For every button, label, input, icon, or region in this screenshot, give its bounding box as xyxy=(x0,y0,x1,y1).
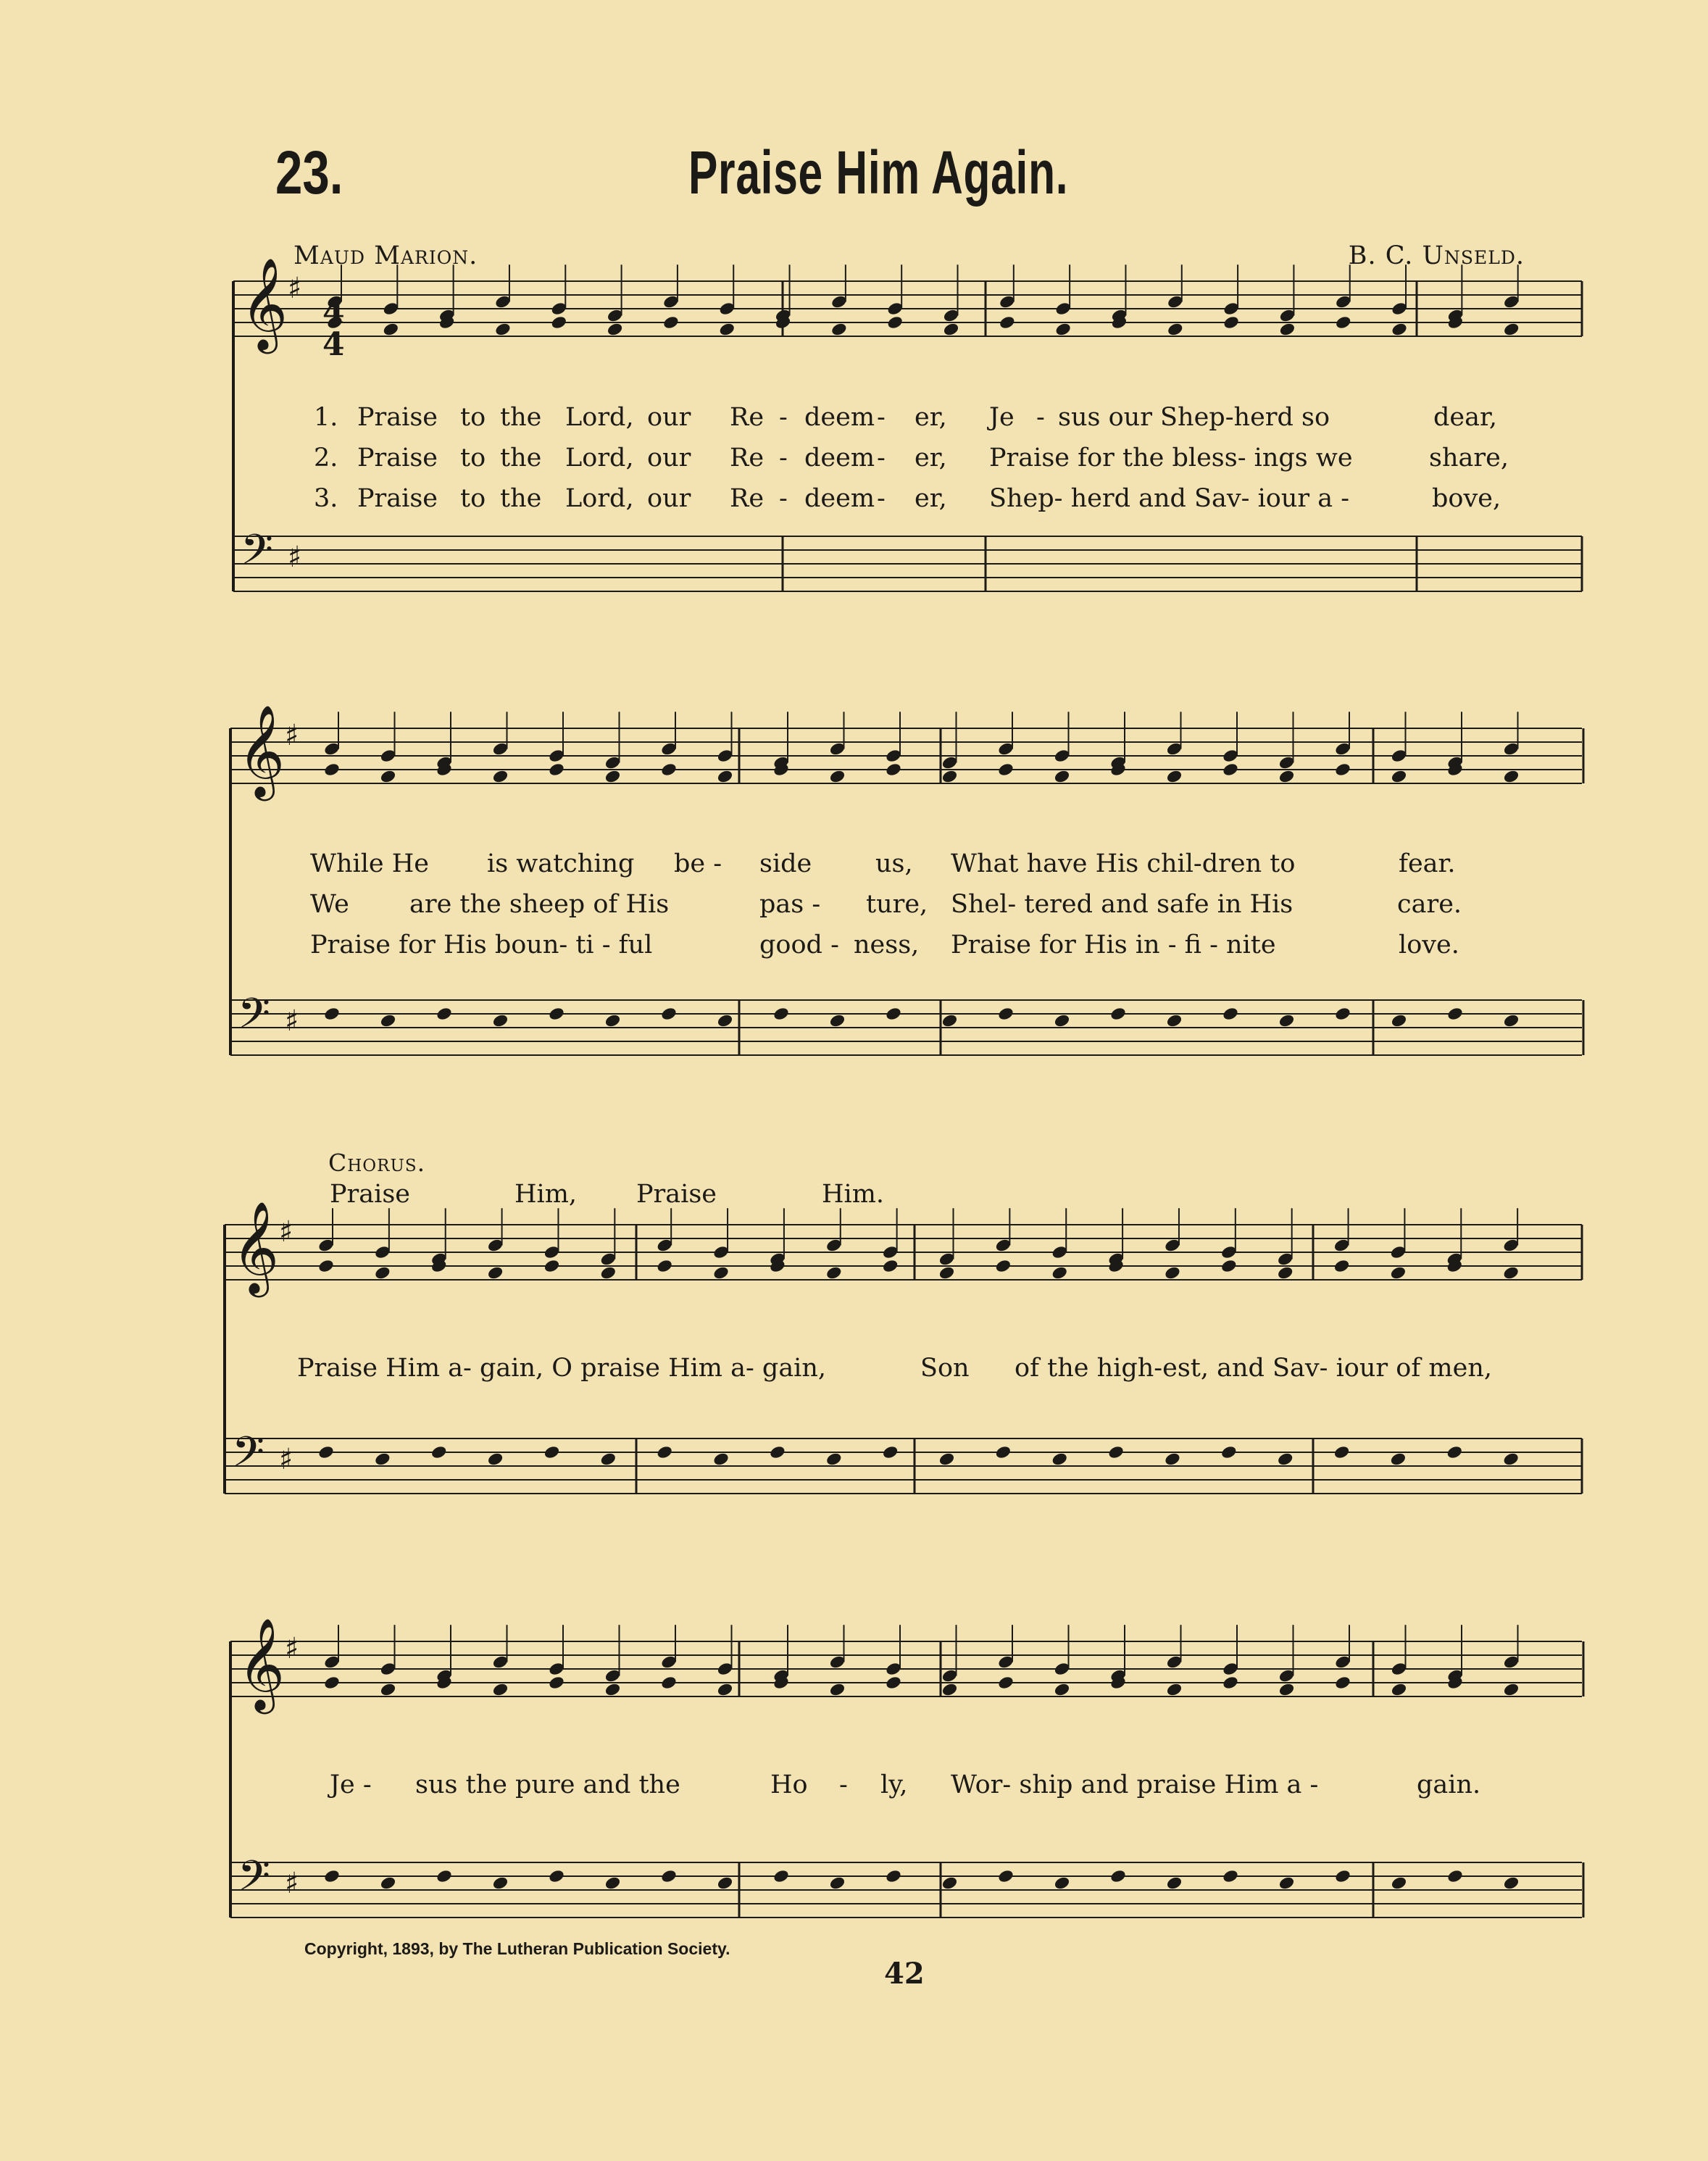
copyright-notice: Copyright, 1893, by The Lutheran Publication Society. xyxy=(304,1939,730,1958)
note-head xyxy=(548,1006,565,1021)
note-head xyxy=(716,769,733,784)
lyric-syllable: While He xyxy=(310,849,429,878)
note-head xyxy=(1278,322,1296,337)
note-head xyxy=(1051,1452,1068,1467)
note-head xyxy=(772,1868,790,1883)
lyric-syllable: to xyxy=(460,484,486,513)
lyric-hyphen: - xyxy=(779,403,788,432)
note-head xyxy=(1446,1006,1464,1021)
lyric-hyphen: - xyxy=(877,444,886,472)
lyric-syllable: Praise xyxy=(357,484,438,513)
lyric-syllable: our xyxy=(647,484,691,513)
lyric-hyphen: - xyxy=(779,484,788,513)
note-head xyxy=(656,1258,673,1273)
note-head xyxy=(1334,1868,1351,1883)
lyric-syllable: our xyxy=(647,403,691,432)
note-head xyxy=(1390,769,1407,784)
note-head xyxy=(548,762,565,777)
note-head xyxy=(885,1675,902,1690)
sharp-key-signature: ♯ xyxy=(288,540,302,574)
note-head xyxy=(1391,322,1408,337)
note-head xyxy=(997,1006,1015,1021)
lyric-syllable: dear, xyxy=(1433,403,1497,432)
note-head xyxy=(379,1013,396,1028)
author-credit: Maud Marion. xyxy=(293,241,478,270)
note-head xyxy=(660,1675,678,1690)
note-head xyxy=(712,1452,730,1467)
hymn-title: Praise Him Again. xyxy=(688,138,1069,207)
note-head xyxy=(1165,1682,1183,1697)
lyric-syllable: Praise xyxy=(357,403,438,432)
note-head xyxy=(491,1013,509,1028)
sharp-key-signature: ♯ xyxy=(279,1442,293,1476)
lyric-syllable: deem xyxy=(804,403,875,432)
note-head xyxy=(323,1006,341,1021)
lyric-syllable: sus our Shep-herd so xyxy=(1058,403,1330,432)
note-head xyxy=(430,1444,448,1460)
note-head xyxy=(436,1868,453,1883)
lyric-syllable: er, xyxy=(915,403,947,432)
sharp-key-signature: ♯ xyxy=(285,1866,299,1900)
lyric-syllable: deem xyxy=(804,484,875,513)
note-head xyxy=(769,1444,786,1460)
note-head xyxy=(1502,1265,1520,1281)
lyric-syllable: Shep- herd and Sav- iour a - xyxy=(989,484,1350,513)
note-head xyxy=(543,1258,560,1273)
note-head xyxy=(1502,1682,1520,1697)
note-head xyxy=(1334,1006,1351,1021)
note-head xyxy=(999,315,1016,330)
note-head xyxy=(1051,1265,1068,1281)
note-head xyxy=(1054,322,1072,337)
lyric-syllable: deem xyxy=(804,444,875,472)
sharp-key-signature: ♯ xyxy=(285,1631,299,1665)
note-head xyxy=(1109,1868,1127,1883)
note-head xyxy=(1278,769,1295,784)
note-head xyxy=(607,322,624,337)
lyric-syllable: ly, xyxy=(880,1770,908,1799)
treble-clef: 𝄞 xyxy=(232,1200,280,1294)
note-head xyxy=(1222,1006,1239,1021)
time-signature: 4 xyxy=(322,294,345,331)
note-head xyxy=(1220,1444,1238,1460)
note-head xyxy=(1390,1013,1407,1028)
note-head xyxy=(494,322,512,337)
note-head xyxy=(1053,1013,1070,1028)
treble-clef: 𝄞 xyxy=(241,257,288,350)
lyric-syllable: love. xyxy=(1399,930,1459,959)
note-head xyxy=(1334,1675,1351,1690)
bass-clef: 𝄢 xyxy=(232,1427,265,1487)
lyric-syllable: Praise Him a- gain, O praise Him a- gain, xyxy=(297,1354,827,1383)
note-head xyxy=(825,1452,843,1467)
bass-clef: 𝄢 xyxy=(238,1851,271,1911)
note-head xyxy=(1164,1452,1181,1467)
note-head xyxy=(660,762,678,777)
note-head xyxy=(994,1258,1012,1273)
note-head xyxy=(716,1875,733,1891)
lyric-syllable: our xyxy=(647,444,691,472)
lyric-syllable: Wor- ship and praise Him a - xyxy=(951,1770,1319,1799)
note-head xyxy=(660,1006,678,1021)
note-head xyxy=(491,1682,509,1697)
note-head xyxy=(1164,1265,1181,1281)
note-head xyxy=(1390,1682,1407,1697)
note-head xyxy=(1278,1013,1295,1028)
lyric-syllable: gain. xyxy=(1417,1770,1481,1799)
note-head xyxy=(1334,762,1351,777)
note-head xyxy=(1220,1258,1238,1273)
lyric-syllable: are the sheep of His xyxy=(409,890,670,919)
lyric-syllable: fear. xyxy=(1399,849,1456,878)
note-head xyxy=(997,1675,1015,1690)
lyric-syllable: Praise xyxy=(330,1180,411,1209)
note-head xyxy=(1389,1452,1407,1467)
note-head xyxy=(1390,1875,1407,1891)
note-head xyxy=(436,1006,453,1021)
note-head xyxy=(543,1444,560,1460)
note-head xyxy=(1502,769,1520,784)
note-head xyxy=(1333,1444,1351,1460)
lyric-syllable: Praise for the bless- ings we xyxy=(989,444,1353,472)
note-head xyxy=(885,762,902,777)
lyric-syllable: the xyxy=(500,484,542,513)
note-head xyxy=(1277,1452,1294,1467)
note-head xyxy=(323,762,341,777)
note-head xyxy=(1446,1444,1463,1460)
note-head xyxy=(1165,1013,1183,1028)
sharp-key-signature: ♯ xyxy=(288,271,302,305)
lyric-syllable: Him. xyxy=(822,1180,885,1209)
note-head xyxy=(1503,322,1520,337)
note-head xyxy=(1335,315,1352,330)
sharp-key-signature: ♯ xyxy=(285,718,299,752)
note-head xyxy=(374,1265,391,1281)
note-head xyxy=(828,1682,846,1697)
note-head xyxy=(1222,1675,1239,1690)
lyric-syllable: sus the pure and the xyxy=(415,1770,680,1799)
note-head xyxy=(825,1265,843,1281)
note-head xyxy=(938,1452,955,1467)
note-head xyxy=(550,315,567,330)
hymn-number: 23. xyxy=(275,138,343,207)
lyric-syllable: Re xyxy=(730,444,765,472)
note-head xyxy=(941,1875,958,1891)
note-head xyxy=(942,322,959,337)
lyric-hyphen: - xyxy=(877,403,886,432)
lyric-syllable: good - xyxy=(759,930,839,959)
lyric-syllable: be - xyxy=(674,849,722,878)
lyric-hyphen: - xyxy=(877,484,886,513)
note-head xyxy=(317,1258,335,1273)
note-head xyxy=(323,1675,341,1690)
composer-credit: B. C. Unseld. xyxy=(1348,241,1525,270)
note-head xyxy=(716,1013,733,1028)
page-number: 42 xyxy=(884,1957,925,1991)
note-head xyxy=(323,1868,341,1883)
note-head xyxy=(656,1444,673,1460)
note-head xyxy=(1109,1006,1127,1021)
verse-number: 2. xyxy=(314,444,338,472)
lyric-syllable: ture, xyxy=(866,890,928,919)
lyric-syllable: What have His chil-dren to xyxy=(951,849,1296,878)
lyric-syllable: Re xyxy=(730,484,765,513)
note-head xyxy=(548,1868,565,1883)
note-head xyxy=(317,1444,335,1460)
lyric-syllable: Praise xyxy=(636,1180,717,1209)
note-head xyxy=(487,1452,504,1467)
note-head xyxy=(1053,1875,1070,1891)
lyric-syllable: Shel- tered and safe in His xyxy=(951,890,1294,919)
lyric-syllable: pas - xyxy=(759,890,821,919)
note-head xyxy=(660,1868,678,1883)
note-head xyxy=(1107,1444,1125,1460)
lyric-syllable: bove, xyxy=(1432,484,1501,513)
sharp-key-signature: ♯ xyxy=(279,1215,293,1249)
chorus-label: Chorus. xyxy=(328,1149,426,1177)
note-head xyxy=(548,1675,565,1690)
note-head xyxy=(604,769,621,784)
note-head xyxy=(604,1013,621,1028)
note-head xyxy=(718,322,736,337)
lyric-syllable: us, xyxy=(875,849,913,878)
note-head xyxy=(487,1265,504,1281)
lyric-syllable: to xyxy=(460,444,486,472)
note-head xyxy=(828,1875,846,1891)
note-head xyxy=(604,1875,621,1891)
note-head xyxy=(997,762,1015,777)
note-head xyxy=(662,315,680,330)
lyric-syllable: care. xyxy=(1397,890,1462,919)
note-head xyxy=(1389,1265,1407,1281)
lyric-syllable: Praise xyxy=(357,444,438,472)
bass-clef: 𝄢 xyxy=(241,525,274,585)
note-head xyxy=(1502,1452,1520,1467)
lyric-hyphen: - xyxy=(779,444,788,472)
note-head xyxy=(599,1265,617,1281)
note-head xyxy=(938,1265,955,1281)
note-head xyxy=(1053,769,1070,784)
treble-clef: 𝄞 xyxy=(238,704,286,797)
verse-number: 3. xyxy=(314,484,338,513)
note-head xyxy=(1222,315,1240,330)
note-head xyxy=(1165,769,1183,784)
lyric-syllable: We xyxy=(310,890,349,919)
note-head xyxy=(1278,1682,1295,1697)
note-head xyxy=(1165,1875,1183,1891)
lyric-syllable: Him, xyxy=(515,1180,578,1209)
note-head xyxy=(1222,1868,1239,1883)
lyric-syllable: side xyxy=(759,849,812,878)
treble-clef: 𝄞 xyxy=(238,1617,286,1710)
note-head xyxy=(772,1006,790,1021)
note-head xyxy=(491,769,509,784)
lyric-hyphen: - xyxy=(1036,403,1045,432)
note-head xyxy=(1333,1258,1351,1273)
note-head xyxy=(1278,1875,1295,1891)
lyric-syllable: Lord, xyxy=(565,484,634,513)
note-head xyxy=(491,1875,509,1891)
lyric-syllable: of the high-est, and Sav- iour of men, xyxy=(1015,1354,1492,1383)
lyric-syllable: Lord, xyxy=(565,444,634,472)
lyric-syllable: is watching xyxy=(487,849,635,878)
note-head xyxy=(994,1444,1012,1460)
lyric-syllable: share, xyxy=(1429,444,1509,472)
bass-clef: 𝄢 xyxy=(238,988,271,1049)
note-head xyxy=(604,1682,621,1697)
note-head xyxy=(1053,1682,1070,1697)
note-head xyxy=(379,1875,396,1891)
lyric-syllable: Praise for His boun- ti - ful xyxy=(310,930,653,959)
lyric-syllable: ness, xyxy=(854,930,920,959)
lyric-syllable: Ho xyxy=(770,1770,808,1799)
note-head xyxy=(1446,1868,1464,1883)
note-head xyxy=(374,1452,391,1467)
note-head xyxy=(1502,1013,1520,1028)
lyric-syllable: er, xyxy=(915,484,947,513)
note-head xyxy=(828,769,846,784)
note-head xyxy=(882,1444,899,1460)
note-head xyxy=(941,769,958,784)
lyric-syllable: Re xyxy=(730,403,765,432)
note-head xyxy=(1167,322,1184,337)
note-head xyxy=(830,322,848,337)
time-signature: 4 xyxy=(322,326,345,363)
lyric-syllable: er, xyxy=(915,444,947,472)
sharp-key-signature: ♯ xyxy=(285,1004,299,1038)
note-head xyxy=(941,1013,958,1028)
lyric-syllable: Je xyxy=(989,403,1015,432)
note-head xyxy=(885,1868,902,1883)
lyric-syllable: Lord, xyxy=(565,403,634,432)
note-head xyxy=(712,1265,730,1281)
note-head xyxy=(997,1868,1015,1883)
note-head xyxy=(828,1013,846,1028)
note-head xyxy=(941,1682,958,1697)
note-head xyxy=(599,1452,617,1467)
lyric-syllable: the xyxy=(500,444,542,472)
lyric-syllable: Praise for His in - fi - nite xyxy=(951,930,1276,959)
note-head xyxy=(1222,762,1239,777)
note-head xyxy=(716,1682,733,1697)
lyric-syllable: Je - xyxy=(330,1770,372,1799)
note-head xyxy=(886,315,904,330)
note-head xyxy=(885,1006,902,1021)
note-head xyxy=(382,322,399,337)
lyric-hyphen: - xyxy=(839,1770,848,1799)
verse-number: 1. xyxy=(314,403,338,432)
note-head xyxy=(1502,1875,1520,1891)
note-head xyxy=(379,769,396,784)
note-head xyxy=(379,1682,396,1697)
lyric-syllable: Son xyxy=(920,1354,970,1383)
lyric-syllable: the xyxy=(500,403,542,432)
note-head xyxy=(1277,1265,1294,1281)
lyric-syllable: to xyxy=(460,403,486,432)
note-head xyxy=(882,1258,899,1273)
